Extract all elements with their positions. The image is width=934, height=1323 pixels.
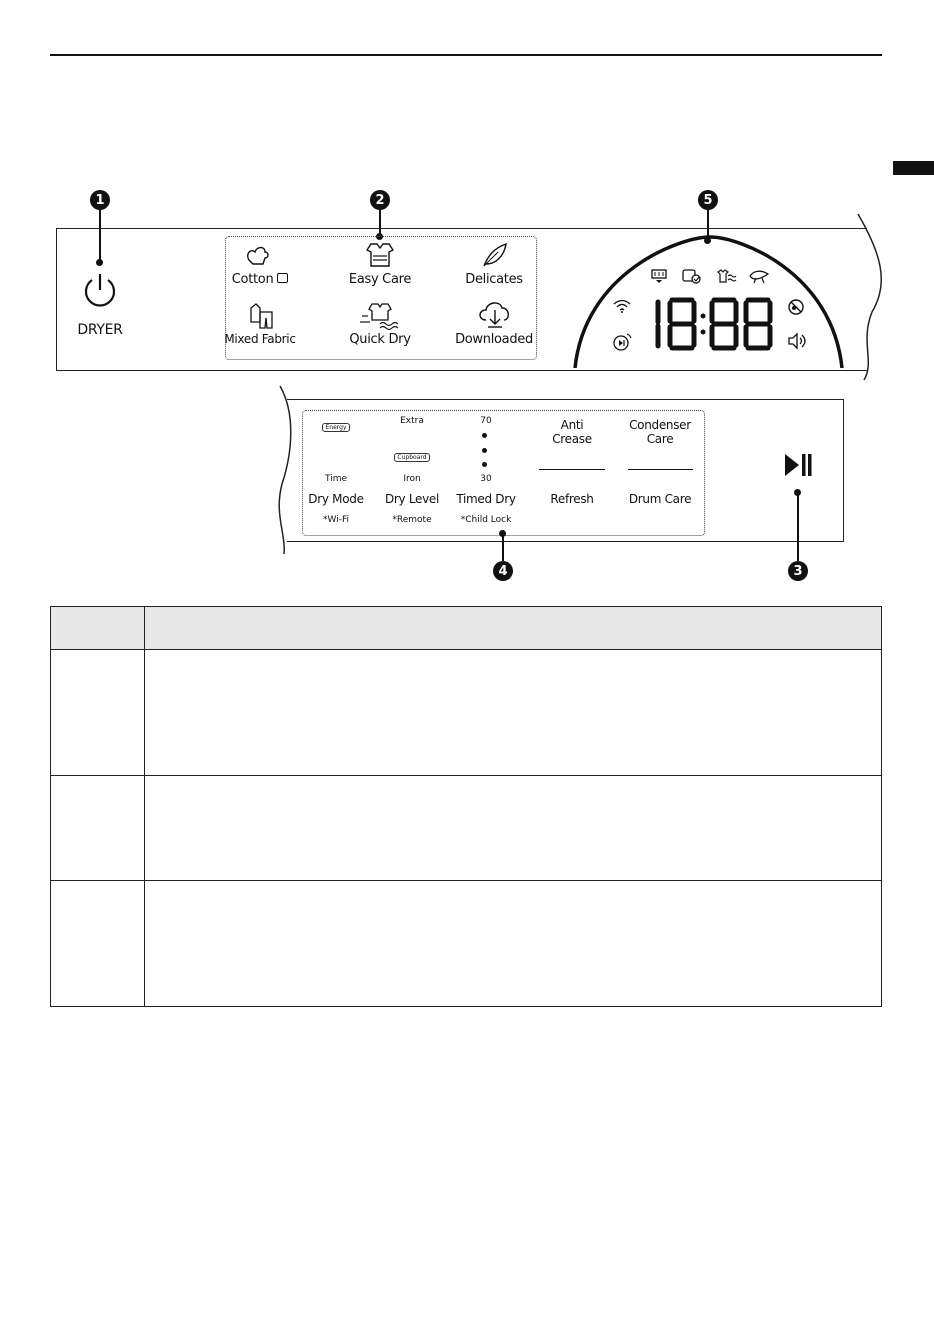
callout-2: 2 (370, 190, 390, 210)
timed-dry-30-indicator: 30 (480, 474, 492, 484)
program-easy-care-label: Easy Care (348, 272, 412, 287)
description-table (50, 606, 882, 1007)
power-icon (80, 270, 120, 310)
cloud-download-icon (478, 300, 512, 328)
callout-3-leader (797, 494, 799, 561)
dry-mode-button[interactable]: Dry Mode (308, 492, 364, 506)
table-cell (145, 881, 882, 1007)
timed-dry-dot (482, 448, 487, 453)
timed-dry-dot (482, 433, 487, 438)
shirt-dry-icon (716, 268, 736, 284)
refresh-button[interactable]: Refresh (550, 492, 594, 506)
dry-mode-energy-indicator: Energy (322, 416, 350, 434)
dry-level-extra-indicator: Extra (400, 416, 424, 426)
dry-level-hold-remote: *Remote (392, 515, 432, 525)
condenser-care-label-line1: Condenser (629, 418, 691, 432)
remote-icon (612, 332, 632, 352)
program-cotton[interactable] (245, 244, 271, 273)
table-cell (51, 881, 145, 1007)
callout-4-leader (502, 535, 504, 561)
program-delicates-label: Delicates (465, 272, 523, 287)
table-cell (145, 650, 882, 776)
dry-level-iron-indicator: Iron (403, 474, 421, 484)
callout-3: 3 (788, 561, 808, 581)
callout-5: 5 (698, 190, 718, 210)
shirt-icon (365, 242, 395, 268)
table-header-cell (145, 607, 882, 650)
feather-icon (480, 242, 510, 268)
callout-1: 1 (90, 190, 110, 210)
timed-dry-hold-child-lock: *Child Lock (460, 515, 512, 525)
table-cell (51, 776, 145, 881)
callout-4: 4 (493, 561, 513, 581)
program-mixed-fabric[interactable] (248, 302, 274, 335)
table-header-cell (51, 607, 145, 650)
table-header-row (51, 607, 882, 650)
program-delicates[interactable] (480, 242, 510, 273)
program-mixed-fabric-label: Mixed Fabric (224, 332, 296, 346)
sound-icon (787, 332, 807, 350)
power-label: DRYER (77, 322, 123, 338)
program-easy-care[interactable] (365, 242, 395, 273)
timed-dry-button[interactable]: Timed Dry (456, 492, 516, 506)
table-cell (51, 650, 145, 776)
program-quick-dry-label: Quick Dry (349, 332, 411, 347)
table-row (51, 776, 882, 881)
timed-dry-dot (482, 462, 487, 467)
drying-rack-icon (748, 268, 770, 284)
anti-crease-label-line1: Anti (560, 418, 584, 432)
start-pause-button[interactable] (783, 452, 813, 483)
dry-mode-hold-wifi: *Wi-Fi (323, 515, 349, 525)
program-downloaded-label: Downloaded (455, 332, 533, 347)
condenser-icon (682, 268, 702, 284)
program-downloaded[interactable] (478, 300, 512, 333)
anti-crease-divider (539, 469, 605, 470)
program-quick-dry[interactable] (360, 302, 400, 335)
drum-care-button[interactable]: Drum Care (628, 492, 692, 506)
condenser-care-divider (628, 469, 693, 470)
power-button[interactable] (80, 270, 120, 310)
time-display (648, 298, 774, 350)
table-row (51, 881, 882, 1007)
program-cotton-label: Cotton (210, 272, 310, 287)
table-cell (145, 776, 882, 881)
mixed-fabric-icon (248, 302, 274, 330)
filter-icon (650, 268, 668, 284)
quick-dry-icon (360, 302, 400, 330)
condenser-care-label-line2[interactable]: Care (646, 432, 674, 446)
dry-level-button[interactable]: Dry Level (384, 492, 440, 506)
panel-break-line-right (850, 212, 890, 382)
top-rule (50, 54, 882, 56)
play-pause-icon (783, 452, 813, 478)
table-row (51, 650, 882, 776)
dry-mode-time-indicator: Time (324, 474, 348, 484)
timed-dry-70-indicator: 70 (480, 416, 492, 426)
dry-level-cupboard-indicator: Cupboard (392, 446, 432, 464)
child-lock-icon (787, 298, 805, 316)
anti-crease-label-line2[interactable]: Crease (552, 432, 592, 446)
wifi-icon (612, 298, 632, 314)
cotton-icon (245, 244, 271, 268)
section-tab-marker (893, 161, 934, 175)
